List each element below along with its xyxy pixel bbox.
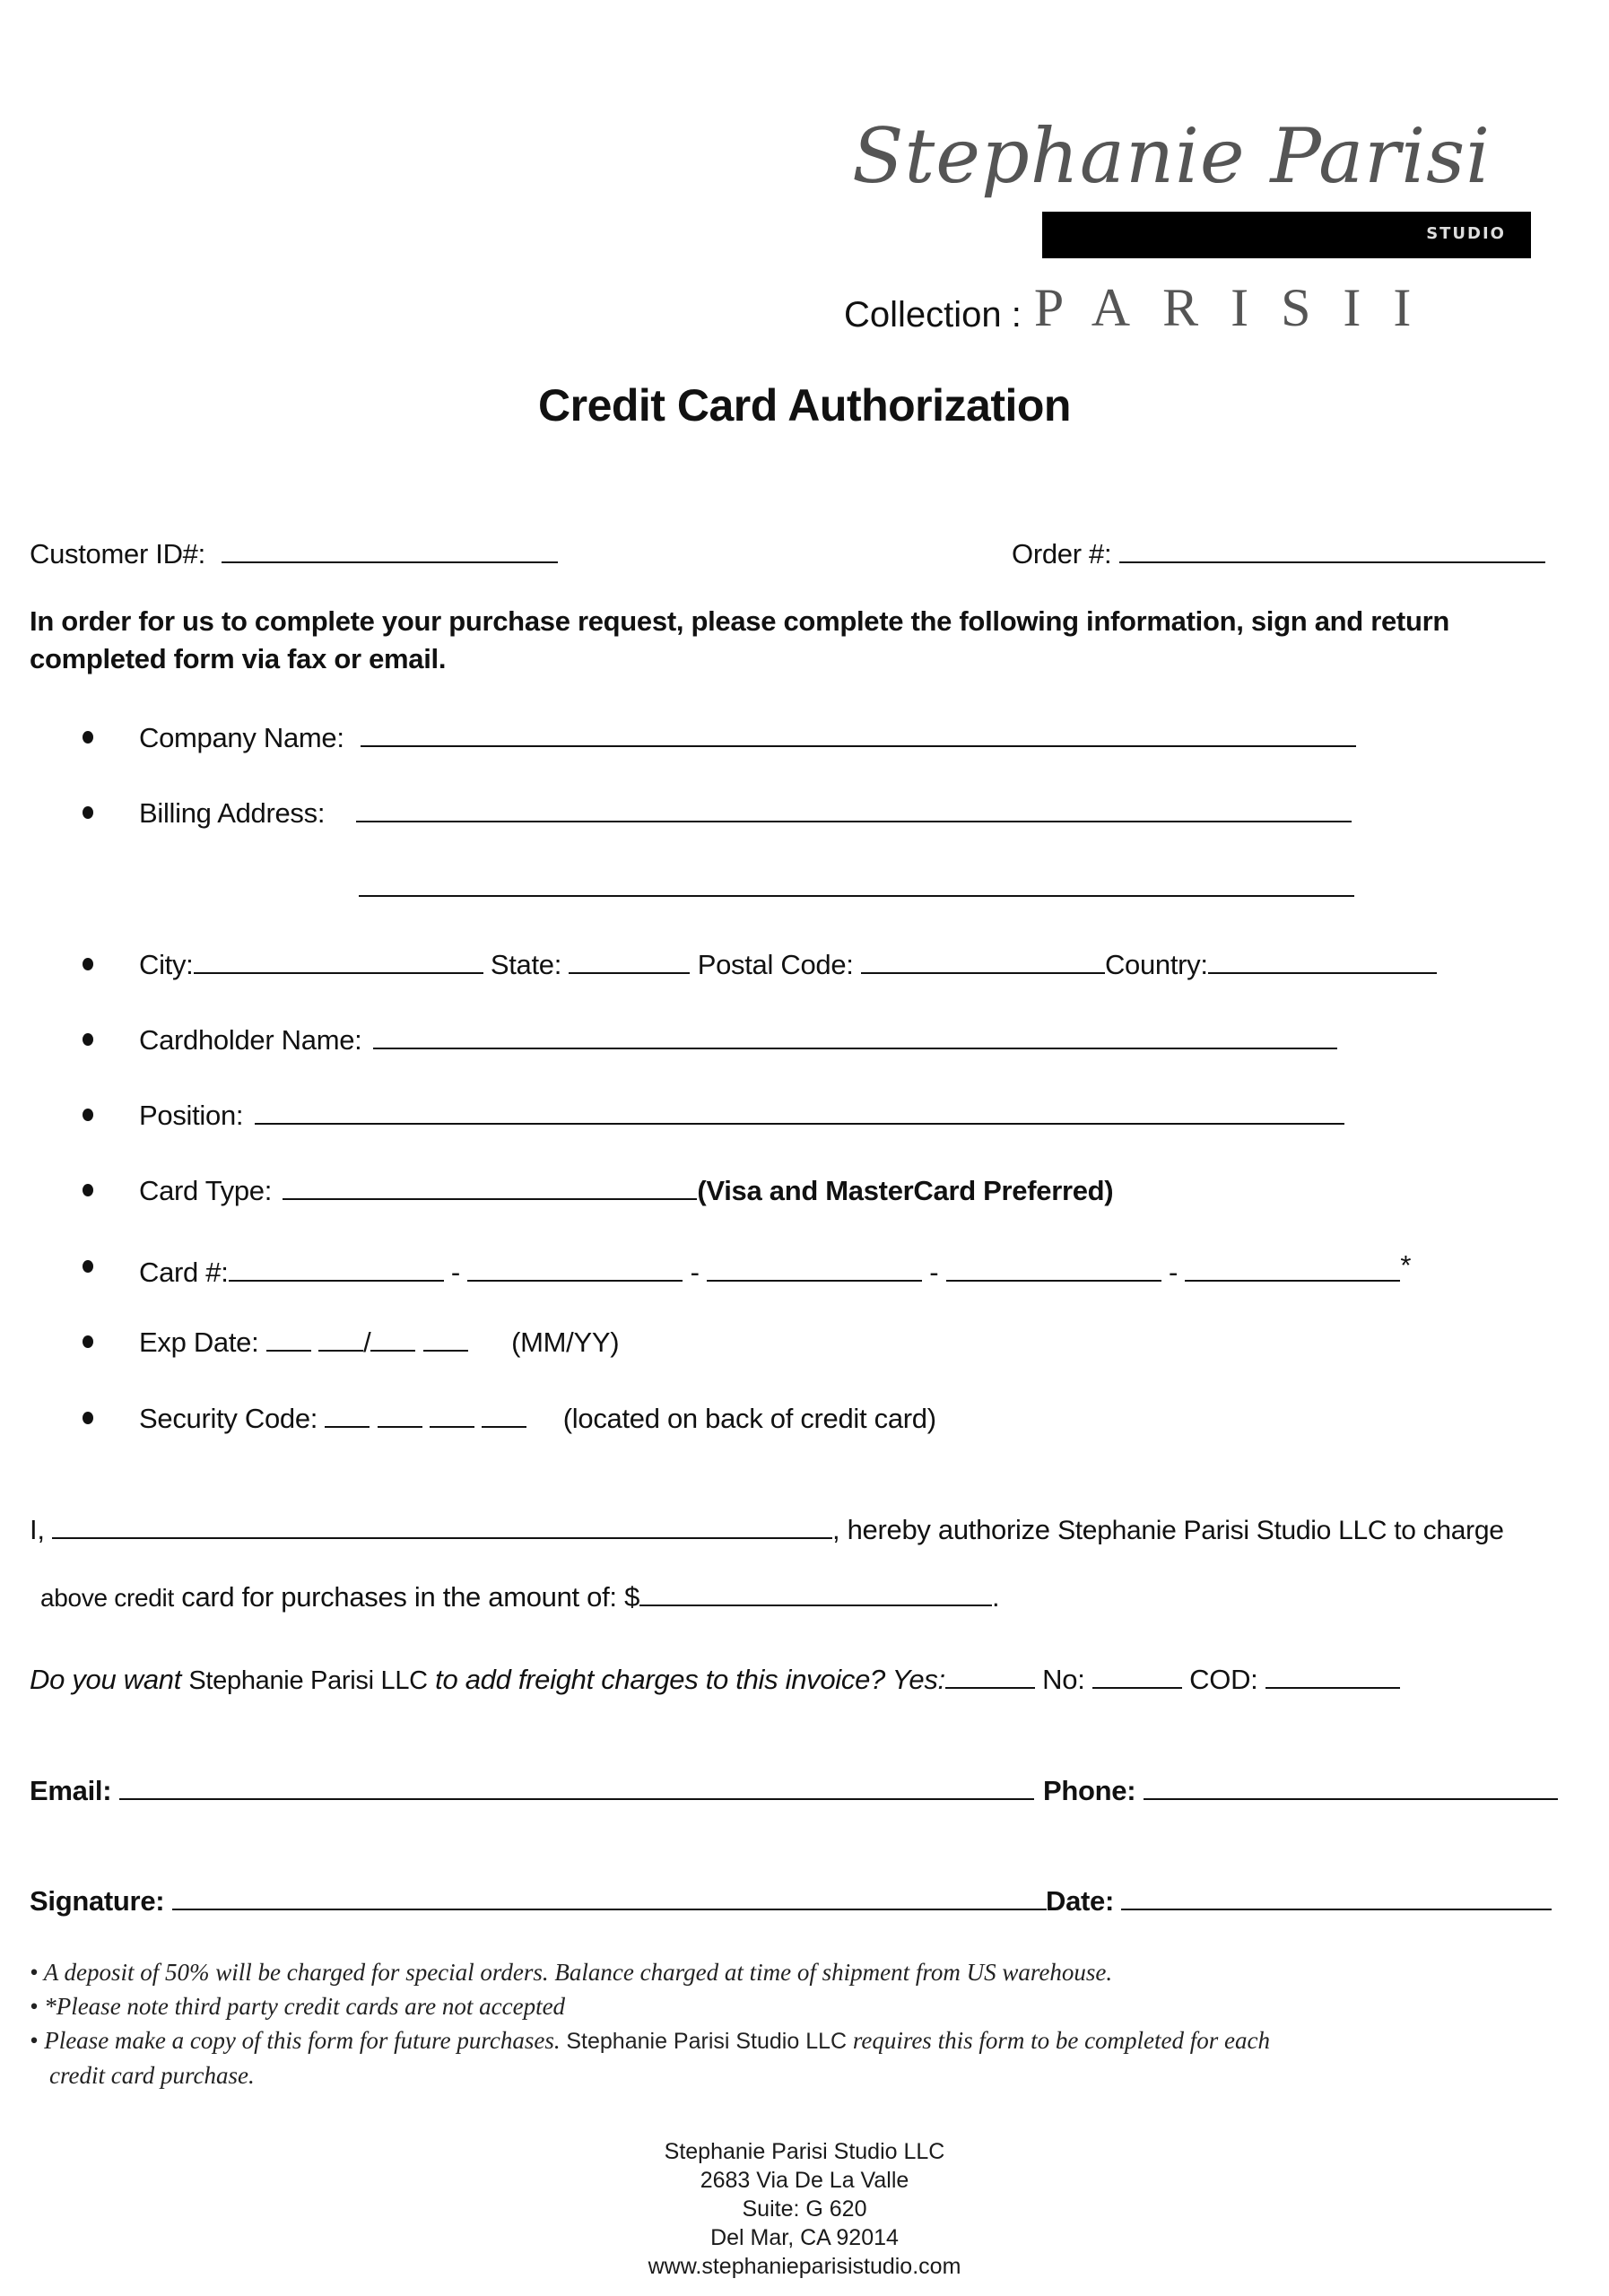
freight-no-field[interactable]	[1092, 1660, 1182, 1689]
note-text: *Please note third party credit cards are not accepted	[44, 1993, 566, 2020]
date-row	[1046, 1882, 1552, 1919]
city-field[interactable]	[194, 945, 483, 974]
note-item: • Please make a copy of this form for future purchases. Stephanie Parisi Studio LLC requires this form to be completed for each	[30, 2027, 1270, 2054]
city-row	[139, 945, 1437, 983]
freight-question-b: to add freight charges to this invoice? Yes:	[435, 1664, 945, 1695]
billing-address-label: Billing Address:	[139, 797, 326, 829]
authorization-company: Stephanie Parisi Studio LLC to charge	[1057, 1516, 1504, 1545]
card-number-label: Card #:	[139, 1257, 229, 1288]
card-number-field-4[interactable]	[946, 1253, 1161, 1282]
card-number-separator: -	[929, 1257, 939, 1288]
card-number-field-3[interactable]	[707, 1253, 922, 1282]
exp-year-digit-2[interactable]	[423, 1323, 468, 1352]
authorization-line-1	[30, 1510, 1504, 1549]
bullet-icon	[83, 731, 93, 744]
currency-symbol: $	[624, 1581, 640, 1613]
city-label: City:	[139, 949, 194, 980]
card-type-field[interactable]	[283, 1171, 697, 1200]
card-number-field-5[interactable]	[1185, 1253, 1400, 1282]
amount-field[interactable]	[639, 1578, 992, 1606]
card-number-separator: -	[450, 1257, 460, 1288]
card-type-note: (Visa and MasterCard Preferred)	[697, 1175, 1114, 1206]
freight-question-row	[30, 1660, 1400, 1699]
footer-street: 2683 Via De La Valle	[700, 2168, 909, 2193]
note-item: • A deposit of 50% will be charged for special orders. Balance charged at time of shipment from US warehouse.	[30, 1959, 1113, 1986]
company-name-field[interactable]	[361, 718, 1356, 747]
email-row	[30, 1771, 1034, 1809]
logo-script-name: Stephanie Parisi	[852, 112, 1492, 200]
card-type-row	[139, 1171, 1113, 1209]
customer-id-label: Customer ID#:	[30, 538, 205, 570]
position-row	[139, 1096, 1344, 1134]
phone-row	[1043, 1771, 1558, 1809]
company-name-row	[139, 718, 1356, 756]
company-address-footer	[0, 2137, 1609, 2281]
freight-cod-field[interactable]	[1265, 1660, 1400, 1689]
bullet-icon	[83, 1335, 93, 1348]
collection-line	[844, 274, 1443, 337]
bullet-icon	[83, 1412, 93, 1424]
authorizer-name-field[interactable]	[52, 1510, 832, 1539]
bullet-icon	[83, 1260, 93, 1273]
signature-label: Signature:	[30, 1885, 165, 1917]
card-number-separator: -	[690, 1257, 700, 1288]
country-field[interactable]	[1208, 945, 1437, 974]
logo-studio-text: STUDIO	[1426, 224, 1506, 243]
state-field[interactable]	[569, 945, 690, 974]
email-field[interactable]	[119, 1771, 1034, 1800]
exp-date-row	[139, 1323, 619, 1361]
authorization-middle: , hereby authorize	[831, 1514, 1050, 1545]
card-number-separator: -	[1168, 1257, 1178, 1288]
customer-id-field[interactable]	[222, 535, 558, 563]
authorization-prefix: I,	[30, 1514, 45, 1545]
security-code-digit-2[interactable]	[378, 1399, 422, 1428]
security-code-digit-1[interactable]	[325, 1399, 370, 1428]
collection-label: Collection :	[844, 295, 1022, 335]
order-field[interactable]	[1119, 535, 1545, 563]
page-title: Credit Card Authorization	[538, 380, 1071, 430]
card-type-label: Card Type:	[139, 1175, 273, 1206]
note-text-rest: requires this form to be completed for each	[852, 2027, 1270, 2054]
freight-cod-label: COD:	[1189, 1664, 1258, 1695]
note-text: Please make a copy of this form for future purchases.	[44, 2027, 561, 2054]
security-code-note: (located on back of credit card)	[562, 1403, 936, 1434]
phone-field[interactable]	[1144, 1771, 1558, 1800]
cardholder-name-field[interactable]	[373, 1021, 1337, 1049]
notes-list	[30, 1955, 1465, 2092]
card-number-asterisk: *	[1400, 1249, 1412, 1281]
security-code-label: Security Code:	[139, 1403, 318, 1434]
state-label: State:	[490, 949, 562, 980]
exp-month-digit-1[interactable]	[266, 1323, 311, 1352]
note-continuation: credit card purchase.	[49, 2062, 255, 2089]
security-code-digit-3[interactable]	[430, 1399, 474, 1428]
order-label: Order #:	[1012, 538, 1112, 570]
bullet-icon	[83, 1184, 93, 1196]
billing-address-field-1[interactable]	[356, 794, 1352, 822]
exp-date-format: (MM/YY)	[511, 1326, 620, 1358]
cardholder-name-row	[139, 1021, 1337, 1058]
footer-website[interactable]: www.stephanieparisistudio.com	[648, 2254, 961, 2279]
bullet-icon	[83, 1109, 93, 1121]
customer-id-row	[30, 535, 558, 572]
signature-row	[30, 1882, 1047, 1919]
note-company: Stephanie Parisi Studio LLC	[566, 2029, 848, 2054]
security-code-row	[139, 1399, 936, 1437]
order-row	[1012, 535, 1545, 572]
security-code-digit-4[interactable]	[482, 1399, 526, 1428]
collection-name: PARISII	[1033, 278, 1444, 337]
bullet-icon	[83, 958, 93, 970]
billing-address-row	[139, 794, 1352, 831]
exp-date-label: Exp Date:	[139, 1326, 259, 1358]
email-label: Email:	[30, 1775, 112, 1806]
card-number-row	[139, 1248, 1411, 1291]
card-number-field-1[interactable]	[229, 1253, 444, 1282]
signature-field[interactable]	[172, 1882, 1047, 1910]
exp-date-slash: /	[363, 1326, 371, 1358]
note-item: • *Please note third party credit cards are not accepted	[30, 1993, 566, 2020]
cardholder-name-label: Cardholder Name:	[139, 1024, 362, 1056]
billing-address-field-2[interactable]	[359, 868, 1354, 897]
freight-question-company: Stephanie Parisi LLC	[188, 1666, 428, 1695]
authorization-line2-a: above credit	[40, 1584, 174, 1612]
country-label: Country:	[1104, 949, 1208, 980]
bullet-icon	[83, 1033, 93, 1046]
footer-company: Stephanie Parisi Studio LLC	[664, 2139, 945, 2164]
date-field[interactable]	[1121, 1882, 1552, 1910]
authorization-period: .	[992, 1581, 1000, 1613]
company-name-label: Company Name:	[139, 722, 344, 753]
position-field[interactable]	[255, 1096, 1344, 1125]
authorization-line2-b: card for purchases in the amount of:	[181, 1581, 617, 1613]
freight-yes-field[interactable]	[945, 1660, 1035, 1689]
exp-year-digit-1[interactable]	[370, 1323, 415, 1352]
freight-question-a: Do you want	[30, 1664, 182, 1695]
postal-code-field[interactable]	[861, 945, 1105, 974]
postal-code-label: Postal Code:	[697, 949, 854, 980]
exp-month-digit-2[interactable]	[318, 1323, 363, 1352]
phone-label: Phone:	[1043, 1775, 1136, 1806]
bullet-icon	[83, 806, 93, 819]
authorization-line-2	[40, 1578, 999, 1616]
date-label: Date:	[1046, 1885, 1115, 1917]
note-text: A deposit of 50% will be charged for special orders. Balance charged at time of shipment from US warehouse.	[43, 1959, 1113, 1986]
card-number-field-2[interactable]	[467, 1253, 683, 1282]
logo-studio-bar	[1042, 212, 1531, 258]
position-label: Position:	[139, 1100, 244, 1131]
footer-city: Del Mar, CA 92014	[710, 2225, 899, 2250]
intro-text: In order for us to complete your purchase request, please complete the following information, sign and return completed form via fax or email.	[30, 605, 1449, 674]
billing-address-row-2	[359, 868, 1354, 906]
footer-suite: Suite: G 620	[742, 2196, 867, 2222]
freight-no-label: No:	[1042, 1664, 1085, 1695]
